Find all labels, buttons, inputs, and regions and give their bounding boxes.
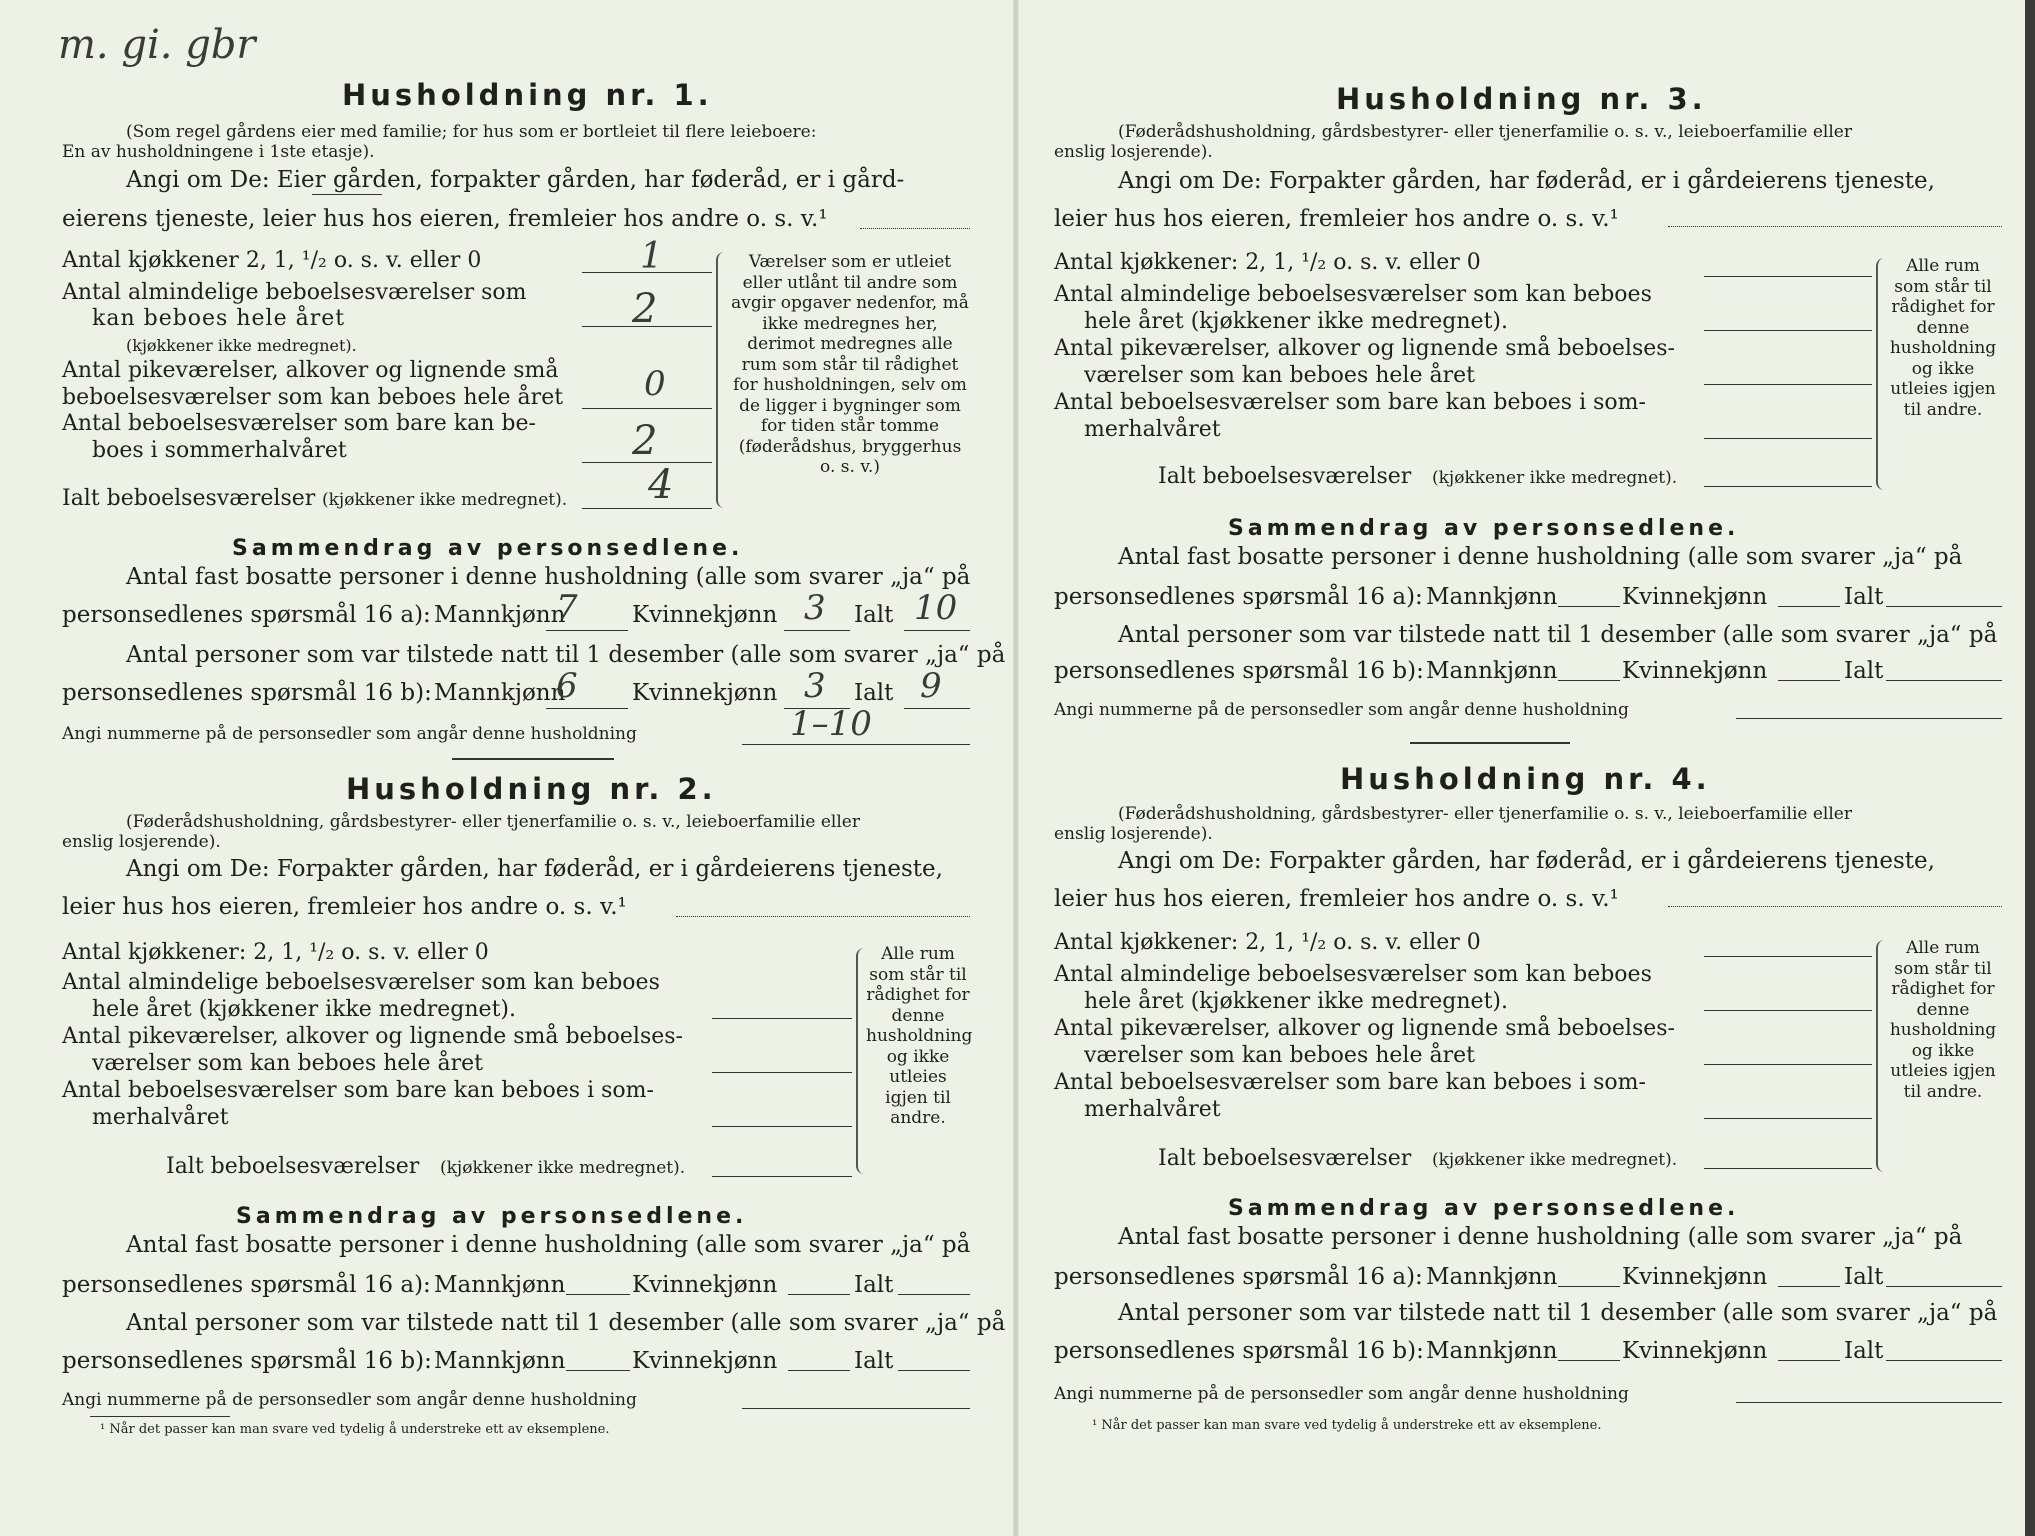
- numbers-value-1: 1–10: [790, 704, 872, 744]
- h3-summer-rooms-line1: Antal beboelsesværelser som bare kan beboes i som-: [1054, 390, 1646, 415]
- h3-present-line1: Antal personer som var tilstede natt til 1 desember (alle som svarer „ja“ på: [1118, 622, 1998, 648]
- h4-resident-line1: Antal fast bosatte personer i denne husholdning (alle som svarer „ja“ på: [1118, 1224, 1963, 1250]
- ordinary-rooms-note: (kjøkkener ikke medregnet).: [126, 336, 357, 355]
- label-total: Ialt: [1844, 584, 1884, 610]
- h3-total-rooms-label: Ialt beboelsesværelser: [1158, 464, 1412, 489]
- present-male-line[interactable]: [546, 708, 628, 709]
- h3-present-line2: personsedlenes spørsmål 16 b):: [1054, 658, 1424, 684]
- label-female: Kvinnekjønn: [632, 680, 778, 706]
- h4-present-male-line[interactable]: [1558, 1360, 1620, 1361]
- label-female: Kvinnekjønn: [1622, 584, 1768, 610]
- resident-male-value: 7: [556, 588, 578, 628]
- h2-small-rooms-line1: Antal pikeværelser, alkover og lignende små beboelses-: [62, 1024, 683, 1049]
- summer-rooms-value: 2: [632, 418, 658, 464]
- h3-ordinary-answer-line[interactable]: [1704, 330, 1872, 331]
- household-2-intro-line1: (Føderådshusholdning, gårdsbestyrer- eller tjenerfamilie o. s. v., leieboerfamilie eller: [126, 812, 860, 832]
- household-4-status-line2: leier hus hos eieren, fremleier hos andre o. s. v.¹: [1054, 886, 1619, 912]
- h2-total-answer-line[interactable]: [712, 1176, 852, 1177]
- h4-resident-total-line[interactable]: [1886, 1286, 2002, 1287]
- resident-female-value: 3: [804, 588, 826, 628]
- h4-small-answer-line[interactable]: [1704, 1064, 1872, 1065]
- h2-summer-answer-line[interactable]: [712, 1126, 852, 1127]
- h3-present-female-line[interactable]: [1778, 680, 1840, 681]
- section-divider-right: [1410, 742, 1570, 744]
- ordinary-rooms-value: 2: [632, 286, 658, 332]
- ordinary-rooms-label-line1: Antal almindelige beboelsesværelser som: [62, 280, 527, 305]
- label-male: Mannkjønn: [434, 680, 566, 706]
- ordinary-rooms-label-line2: kan beboes hele året: [92, 306, 346, 331]
- summer-rooms-label-line1: Antal beboelsesværelser som bare kan be-: [62, 411, 536, 436]
- household-1-intro-line1: (Som regel gårdens eier med familie; for hus som er bortleiet til flere leieboere:: [126, 122, 817, 142]
- label-female: Kvinnekjønn: [1622, 1338, 1768, 1364]
- h2-present-female-line[interactable]: [788, 1370, 850, 1371]
- h3-kitchens-label: Antal kjøkkener: 2, 1, ¹/₂ o. s. v. eller 0: [1054, 250, 1481, 275]
- h4-kitchens-label: Antal kjøkkener: 2, 1, ¹/₂ o. s. v. eller 0: [1054, 930, 1481, 955]
- total-rooms-note: (kjøkkener ikke medregnet).: [322, 490, 568, 510]
- summary-title-2: Sammendrag av personsedlene.: [236, 1204, 748, 1229]
- h3-side-note: Alle rum som står til rådighet for denne husholdning og ikke utleies igjen til andre.: [1889, 256, 1997, 420]
- numbers-label-3: Angi nummerne på de personsedler som angår denne husholdning: [1054, 700, 1629, 720]
- resident-total-value: 10: [914, 588, 958, 628]
- h4-total-rooms-label: Ialt beboelsesværelser: [1158, 1146, 1412, 1171]
- h4-kitchens-answer-line[interactable]: [1704, 956, 1872, 957]
- h3-present-total-line[interactable]: [1886, 680, 2002, 681]
- h3-resident-female-line[interactable]: [1778, 606, 1840, 607]
- summer-rooms-label-line2: boes i sommerhalvåret: [92, 438, 347, 463]
- h2-resident-total-line[interactable]: [898, 1294, 970, 1295]
- household-3-status-line2: leier hus hos eieren, fremleier hos andre o. s. v.¹: [1054, 206, 1619, 232]
- h2-summer-rooms-line2: merhalvåret: [92, 1105, 229, 1130]
- present-question-1-line1: Antal personer som var tilstede natt til 1 desember (alle som svarer „ja“ på: [126, 642, 1006, 668]
- h2-present-total-line[interactable]: [898, 1370, 970, 1371]
- h4-summer-rooms-line1: Antal beboelsesværelser som bare kan beboes i som-: [1054, 1070, 1646, 1095]
- page-fold: [1013, 0, 1019, 1536]
- h2-summer-rooms-line1: Antal beboelsesværelser som bare kan beboes i som-: [62, 1078, 654, 1103]
- h4-resident-line2: personsedlenes spørsmål 16 a):: [1054, 1264, 1423, 1290]
- footnote-rule: [90, 1416, 230, 1417]
- kitchens-value: 1: [640, 236, 663, 277]
- h3-summer-rooms-line2: merhalvåret: [1084, 417, 1221, 442]
- h3-resident-line2: personsedlenes spørsmål 16 a):: [1054, 584, 1423, 610]
- label-male: Mannkjønn: [434, 1348, 566, 1374]
- household-2-status-line1: Angi om De: Forpakter gården, har føderåd, er i gårdeierens tjeneste,: [126, 856, 943, 882]
- h4-resident-male-line[interactable]: [1558, 1286, 1620, 1287]
- label-total: Ialt: [854, 1272, 894, 1298]
- household-4-intro-line1: (Føderådshusholdning, gårdsbestyrer- eller tjenerfamilie o. s. v., leieboerfamilie eller: [1118, 804, 1852, 824]
- small-rooms-answer-line[interactable]: [582, 408, 712, 409]
- label-total: Ialt: [854, 1348, 894, 1374]
- label-total: Ialt: [1844, 658, 1884, 684]
- h3-kitchens-answer-line[interactable]: [1704, 276, 1872, 277]
- label-male: Mannkjønn: [434, 602, 566, 628]
- h3-resident-male-line[interactable]: [1558, 606, 1620, 607]
- numbers-label-4: Angi nummerne på de personsedler som angår denne husholdning: [1054, 1384, 1629, 1404]
- sheet-edge: [2025, 0, 2035, 1536]
- present-male-value: 6: [556, 666, 578, 706]
- resident-male-line[interactable]: [546, 630, 628, 631]
- household-3-intro-line2: enslig losjerende).: [1054, 142, 1213, 162]
- h2-present-line1: Antal personer som var tilstede natt til 1 desember (alle som svarer „ja“ på: [126, 1310, 1006, 1336]
- household-4-title: Husholdning nr. 4.: [1340, 762, 1711, 796]
- household-2-status-answer[interactable]: [676, 916, 970, 917]
- h2-kitchens-label: Antal kjøkkener: 2, 1, ¹/₂ o. s. v. eller 0: [62, 940, 489, 965]
- right-page: [1040, 0, 2020, 1536]
- h4-summer-answer-line[interactable]: [1704, 1118, 1872, 1119]
- h3-resident-line1: Antal fast bosatte personer i denne husholdning (alle som svarer „ja“ på: [1118, 544, 1963, 570]
- h4-present-female-line[interactable]: [1778, 1360, 1840, 1361]
- household-2-status-line2: leier hus hos eieren, fremleier hos andre o. s. v.¹: [62, 894, 627, 920]
- household-4-status-line1: Angi om De: Forpakter gården, har føderåd, er i gårdeierens tjeneste,: [1118, 848, 1935, 874]
- h3-small-rooms-line1: Antal pikeværelser, alkover og lignende små beboelses-: [1054, 336, 1675, 361]
- h2-total-rooms-note: (kjøkkener ikke medregnet).: [440, 1158, 686, 1178]
- label-male: Mannkjønn: [1426, 658, 1558, 684]
- h2-ordinary-answer-line[interactable]: [712, 1018, 852, 1019]
- h4-total-rooms-note: (kjøkkener ikke medregnet).: [1432, 1150, 1678, 1170]
- h3-present-male-line[interactable]: [1558, 680, 1620, 681]
- household-1-status-question-line2: eierens tjeneste, leier hus hos eieren, fremleier hos andre o. s. v.¹: [62, 206, 828, 232]
- corner-annotation: m. gi. gbr: [58, 22, 256, 68]
- label-total: Ialt: [854, 602, 894, 628]
- left-page: [0, 0, 1006, 1536]
- h2-small-answer-line[interactable]: [712, 1072, 852, 1073]
- section-divider: [452, 758, 614, 760]
- h3-ordinary-rooms-line2: hele året (kjøkkener ikke medregnet).: [1084, 309, 1508, 334]
- numbers-answer-line-1[interactable]: [742, 744, 970, 745]
- label-male: Mannkjønn: [1426, 584, 1558, 610]
- household-4-status-answer[interactable]: [1668, 906, 2002, 907]
- label-total: Ialt: [854, 680, 894, 706]
- label-female: Kvinnekjønn: [632, 1348, 778, 1374]
- present-total-line[interactable]: [904, 708, 970, 709]
- kitchens-label: Antal kjøkkener 2, 1, ¹/₂ o. s. v. eller 0: [62, 248, 482, 273]
- small-rooms-value: 0: [644, 364, 666, 404]
- h2-ordinary-rooms-line2: hele året (kjøkkener ikke medregnet).: [92, 997, 516, 1022]
- side-note: Værelser som er utleiet eller utlånt til andre som avgir opgaver nedenfor, må ikke medregnes her, derimot medregnes alle rum som står til rådighet for husholdningen, selv om de ligger i bygninger som for tiden står tomme (føderådshus, bryggerhus o. s. v.): [731, 252, 969, 477]
- h3-small-answer-line[interactable]: [1704, 384, 1872, 385]
- h2-side-note: Alle rum som står til rådighet for denne husholdning og ikke utleies igjen til andre.: [866, 944, 973, 1128]
- label-female: Kvinnekjønn: [1622, 658, 1768, 684]
- h4-small-rooms-line1: Antal pikeværelser, alkover og lignende små beboelses-: [1054, 1016, 1675, 1041]
- household-2-title: Husholdning nr. 2.: [346, 772, 717, 806]
- present-total-value: 9: [920, 666, 942, 706]
- summary-title-4: Sammendrag av personsedlene.: [1228, 1196, 1740, 1221]
- h4-side-note: Alle rum som står til rådighet for denne husholdning og ikke utleies igjen til andre.: [1889, 938, 1997, 1102]
- h4-ordinary-rooms-line2: hele året (kjøkkener ikke medregnet).: [1084, 989, 1508, 1014]
- footnote-right: ¹ Når det passer kan man svare ved tydelig å understreke ett av eksemplene.: [1092, 1418, 1602, 1433]
- h2-resident-line1: Antal fast bosatte personer i denne husholdning (alle som svarer „ja“ på: [126, 1232, 971, 1258]
- label-female: Kvinnekjønn: [1622, 1264, 1768, 1290]
- h4-small-rooms-line2: værelser som kan beboes hele året: [1084, 1043, 1475, 1068]
- numbers-answer-line-2[interactable]: [742, 1408, 970, 1409]
- h4-present-total-line[interactable]: [1886, 1360, 2002, 1361]
- h4-present-line1: Antal personer som var tilstede natt til 1 desember (alle som svarer „ja“ på: [1118, 1300, 1998, 1326]
- h2-resident-female-line[interactable]: [788, 1294, 850, 1295]
- h2-small-rooms-line2: værelser som kan beboes hele året: [92, 1051, 483, 1076]
- total-rooms-value: 4: [648, 462, 674, 508]
- total-rooms-answer-line[interactable]: [582, 508, 712, 509]
- h4-ordinary-answer-line[interactable]: [1704, 1010, 1872, 1011]
- resident-total-line[interactable]: [904, 630, 970, 631]
- household-3-intro-line1: (Føderådshusholdning, gårdsbestyrer- eller tjenerfamilie o. s. v., leieboerfamilie eller: [1118, 122, 1852, 142]
- h2-resident-line2: personsedlenes spørsmål 16 a):: [62, 1272, 431, 1298]
- h3-ordinary-rooms-line1: Antal almindelige beboelsesværelser som kan beboes: [1054, 282, 1652, 307]
- resident-question-1-line2: personsedlenes spørsmål 16 a):: [62, 602, 431, 628]
- underline-eier: [312, 194, 382, 195]
- household-3-status-answer[interactable]: [1668, 226, 2002, 227]
- h4-ordinary-rooms-line1: Antal almindelige beboelsesværelser som kan beboes: [1054, 962, 1652, 987]
- h4-present-line2: personsedlenes spørsmål 16 b):: [1054, 1338, 1424, 1364]
- household-1-status-question-line1: Angi om De: Eier gården, forpakter gården, har føderåd, er i gård-: [126, 167, 905, 193]
- resident-question-1-line1: Antal fast bosatte personer i denne husholdning (alle som svarer „ja“ på: [126, 564, 971, 590]
- label-female: Kvinnekjønn: [632, 1272, 778, 1298]
- h3-total-rooms-note: (kjøkkener ikke medregnet).: [1432, 468, 1678, 488]
- summary-title-1: Sammendrag av personsedlene.: [232, 536, 744, 561]
- household-3-status-line1: Angi om De: Forpakter gården, har føderåd, er i gårdeierens tjeneste,: [1118, 168, 1935, 194]
- household-2-intro-line2: enslig losjerende).: [62, 832, 221, 852]
- h2-present-line2: personsedlenes spørsmål 16 b):: [62, 1348, 432, 1374]
- h2-resident-male-line[interactable]: [566, 1294, 630, 1295]
- household-4-intro-line2: enslig losjerende).: [1054, 824, 1213, 844]
- h3-summer-answer-line[interactable]: [1704, 438, 1872, 439]
- h2-present-male-line[interactable]: [566, 1370, 630, 1371]
- household-1-intro-line2: En av husholdningene i 1ste etasje).: [62, 142, 375, 162]
- small-rooms-label-line2: beboelsesværelser som kan beboes hele året: [62, 385, 564, 410]
- h2-ordinary-rooms-line1: Antal almindelige beboelsesværelser som kan beboes: [62, 970, 660, 995]
- numbers-answer-line-4[interactable]: [1736, 1402, 2002, 1403]
- numbers-label-2: Angi nummerne på de personsedler som angår denne husholdning: [62, 1390, 637, 1410]
- household-1-title: Husholdning nr. 1.: [342, 78, 713, 112]
- label-male: Mannkjønn: [1426, 1338, 1558, 1364]
- label-female: Kvinnekjønn: [632, 602, 778, 628]
- label-male: Mannkjønn: [434, 1272, 566, 1298]
- household-3-title: Husholdning nr. 3.: [1336, 82, 1707, 116]
- h4-resident-female-line[interactable]: [1778, 1286, 1840, 1287]
- label-total: Ialt: [1844, 1264, 1884, 1290]
- h3-resident-total-line[interactable]: [1886, 606, 2002, 607]
- h4-total-answer-line[interactable]: [1704, 1168, 1872, 1169]
- small-rooms-label-line1: Antal pikeværelser, alkover og lignende små: [62, 358, 559, 383]
- numbers-answer-line-3[interactable]: [1736, 718, 2002, 719]
- label-total: Ialt: [1844, 1338, 1884, 1364]
- h2-total-rooms-label: Ialt beboelsesværelser: [166, 1154, 420, 1179]
- status-answer-line[interactable]: [860, 228, 970, 229]
- present-female-value: 3: [804, 666, 826, 706]
- summary-title-3: Sammendrag av personsedlene.: [1228, 516, 1740, 541]
- h3-total-answer-line[interactable]: [1704, 486, 1872, 487]
- label-male: Mannkjønn: [1426, 1264, 1558, 1290]
- resident-female-line[interactable]: [784, 630, 850, 631]
- h4-summer-rooms-line2: merhalvåret: [1084, 1097, 1221, 1122]
- numbers-label-1: Angi nummerne på de personsedler som angår denne husholdning: [62, 724, 637, 744]
- footnote-left: ¹ Når det passer kan man svare ved tydelig å understreke ett av eksemplene.: [100, 1422, 610, 1437]
- total-rooms-label: Ialt beboelsesværelser: [62, 486, 316, 511]
- present-question-1-line2: personsedlenes spørsmål 16 b):: [62, 680, 432, 706]
- h3-small-rooms-line2: værelser som kan beboes hele året: [1084, 363, 1475, 388]
